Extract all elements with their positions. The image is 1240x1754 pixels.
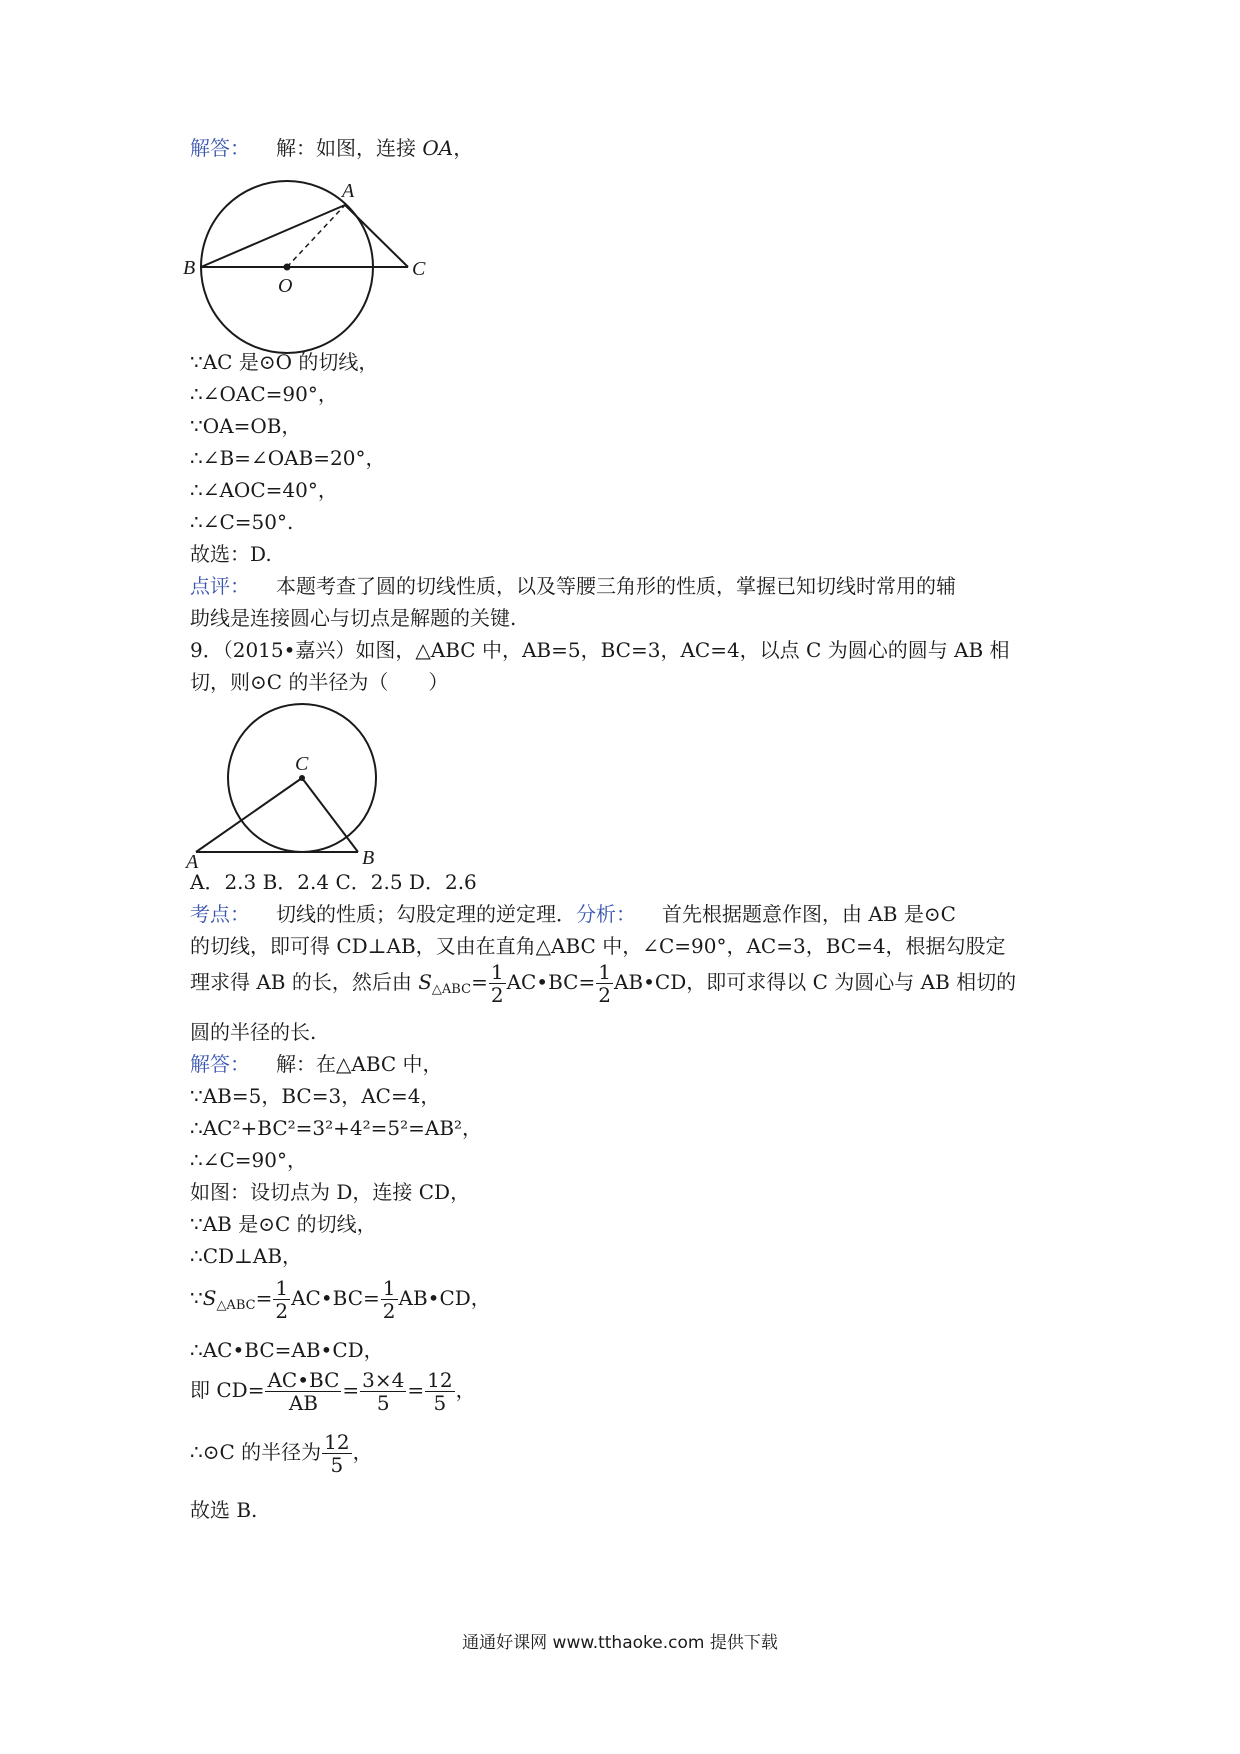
q9-answer-label: 解答： xyxy=(190,1052,250,1076)
q9-line-ac xyxy=(196,778,302,852)
area-sub: △ABC xyxy=(431,982,472,997)
frac-num: AC•BC xyxy=(267,1368,340,1392)
q8-answer-end: ， xyxy=(453,136,474,160)
q8-review-line1 xyxy=(190,574,956,598)
q9-step-prod: ∴AC•BC=AB•CD， xyxy=(190,1338,384,1362)
cd-prefix: 即 CD= xyxy=(190,1378,265,1402)
eq: = xyxy=(363,1286,380,1310)
comma: ， xyxy=(455,1378,476,1402)
q8-label-a: A xyxy=(342,180,355,202)
frac-den: 2 xyxy=(490,983,504,1007)
eq: = xyxy=(578,970,596,994)
frac-den: 2 xyxy=(598,983,611,1007)
radius-frac xyxy=(322,1431,351,1476)
q9-answer-line xyxy=(190,1052,443,1076)
frac-den: 5 xyxy=(376,1391,390,1415)
q8-step-7: 故选：D. xyxy=(190,542,272,566)
q9-analysis-2: 的切线，即可得 CD⊥AB，又由在直角△ABC 中，∠C=90°，AC=3，BC=4，根据勾股定 xyxy=(190,934,1006,958)
q9-analysis-1: 首先根据题意作图，由 AB 是⊙C xyxy=(662,902,956,926)
abcd: AB•CD xyxy=(613,970,687,994)
q9-final: 故选 B. xyxy=(190,1498,258,1522)
eq: = xyxy=(255,1286,273,1310)
q8-step-2: ∴∠OAC=90°， xyxy=(190,382,338,406)
q9-area-line xyxy=(190,1276,491,1328)
frac-den: 2 xyxy=(382,1299,396,1323)
q8-answer-line xyxy=(190,136,473,160)
q9-step-3: 如图：设切点为 D，连接 CD， xyxy=(190,1180,471,1204)
q9-point-label: 考点： xyxy=(190,902,250,926)
q8-center-dot xyxy=(284,264,291,271)
area-prefix: ∵ xyxy=(190,1286,203,1310)
q9-step-4: ∵AB 是⊙C 的切线， xyxy=(190,1212,377,1236)
half-frac xyxy=(489,961,506,1006)
q9-analysis-3a: 理求得 AB 的长，然后由 xyxy=(190,970,419,994)
frac-den: 5 xyxy=(433,1391,447,1415)
q9-label-a: A xyxy=(186,851,199,870)
q8-step-4: ∴∠B=∠OAB=20°， xyxy=(190,446,386,470)
eq: = xyxy=(342,1378,360,1402)
q8-line-ac xyxy=(345,205,408,267)
q9-stem-line2: 切，则⊙C 的半径为（ ） xyxy=(190,670,449,694)
frac-den: 5 xyxy=(330,1453,344,1477)
area-s: S xyxy=(418,970,432,994)
q8-figure xyxy=(180,170,450,370)
q8-line-ba xyxy=(201,205,345,267)
q8-answer-intro: 解：如图，连接 xyxy=(276,136,423,160)
q8-step-6: ∴∠C=50°. xyxy=(190,510,294,534)
q8-step-5: ∴∠AOC=40°， xyxy=(190,478,338,502)
q9-step-1: ∵AB=5，BC=3，AC=4， xyxy=(190,1084,441,1108)
half-frac xyxy=(273,1277,290,1322)
comma: ， xyxy=(352,1440,373,1464)
q9-analysis-label: 分析： xyxy=(576,902,636,926)
frac-num: 12 xyxy=(324,1430,350,1454)
q9-stem-line1: 9．（2015•嘉兴）如图，△ABC 中，AB=5，BC=3，AC=4，以点 C 为圆心的圆与 AB 相 xyxy=(190,638,1010,662)
cd-frac-1 xyxy=(265,1369,341,1414)
area-s: S xyxy=(202,1286,217,1310)
q8-label-c: C xyxy=(412,258,426,280)
q8-label-b: B xyxy=(183,257,196,279)
cd-frac-3 xyxy=(425,1369,454,1414)
frac-num: 12 xyxy=(427,1368,453,1392)
q8-review-label: 点评： xyxy=(190,574,250,598)
area-sub: △ABC xyxy=(216,1298,256,1313)
q9-figure xyxy=(180,700,420,870)
frac-num: 1 xyxy=(275,1276,289,1300)
q8-answer-var: OA xyxy=(422,136,454,160)
q9-radius-line xyxy=(190,1428,373,1476)
eq: = xyxy=(407,1378,425,1402)
q9-cd-line xyxy=(190,1366,476,1414)
q9-step-sq: ∴AC²+BC²=3²+4²=5²=AB²， xyxy=(190,1116,483,1140)
q9-analysis-4: 圆的半径的长. xyxy=(190,1020,317,1044)
half-frac xyxy=(596,961,613,1006)
frac-num: 3×4 xyxy=(362,1368,405,1392)
abcd: AB•CD xyxy=(398,1286,471,1310)
q9-analysis-3 xyxy=(190,960,1016,1012)
frac-den: AB xyxy=(288,1391,318,1415)
q8-review-line2: 助线是连接圆心与切点是解题的关键. xyxy=(190,606,517,630)
q8-review-text1: 本题考查了圆的切线性质，以及等腰三角形的性质，掌握已知切线时常用的辅 xyxy=(276,574,956,598)
q9-options: A．2.3 B．2.4 C．2.5 D．2.6 xyxy=(190,870,477,894)
q8-label-o: O xyxy=(278,275,293,297)
q9-step-5: ∴CD⊥AB， xyxy=(190,1244,303,1268)
frac-num: 1 xyxy=(382,1276,396,1300)
acbc: AC•BC xyxy=(291,1286,363,1310)
q9-label-b: B xyxy=(362,847,375,869)
q9-answer-intro: 解：在△ABC 中， xyxy=(276,1052,443,1076)
radius-prefix: ∴⊙C 的半径为 xyxy=(190,1440,322,1464)
eq: = xyxy=(471,970,488,994)
q9-line-bc xyxy=(302,778,358,852)
q9-center-dot xyxy=(299,775,305,781)
q8-line-oa xyxy=(287,205,345,267)
frac-num: 1 xyxy=(598,960,611,984)
frac-num: 1 xyxy=(490,960,504,984)
q8-step-3: ∵OA=OB， xyxy=(190,414,302,438)
q8-answer-label: 解答： xyxy=(190,136,250,160)
comma: ， xyxy=(470,1286,491,1310)
frac-den: 2 xyxy=(275,1299,289,1323)
half-frac xyxy=(381,1277,398,1322)
q9-analysis-3b: ，即可求得以 C 为圆心与 AB 相切的 xyxy=(686,970,1017,994)
q9-label-c: C xyxy=(295,753,309,775)
q9-point-text: 切线的性质；勾股定理的逆定理． xyxy=(276,902,576,926)
page-footer: 通通好课网 www.tthaoke.com 提供下载 xyxy=(462,1633,778,1653)
acbc: AC•BC xyxy=(506,970,579,994)
q9-point-line xyxy=(190,902,956,926)
q8-step-1: ∵AC 是⊙O 的切线， xyxy=(190,350,379,374)
cd-frac-2 xyxy=(360,1369,406,1414)
q9-step-2: ∴∠C=90°， xyxy=(190,1148,307,1172)
